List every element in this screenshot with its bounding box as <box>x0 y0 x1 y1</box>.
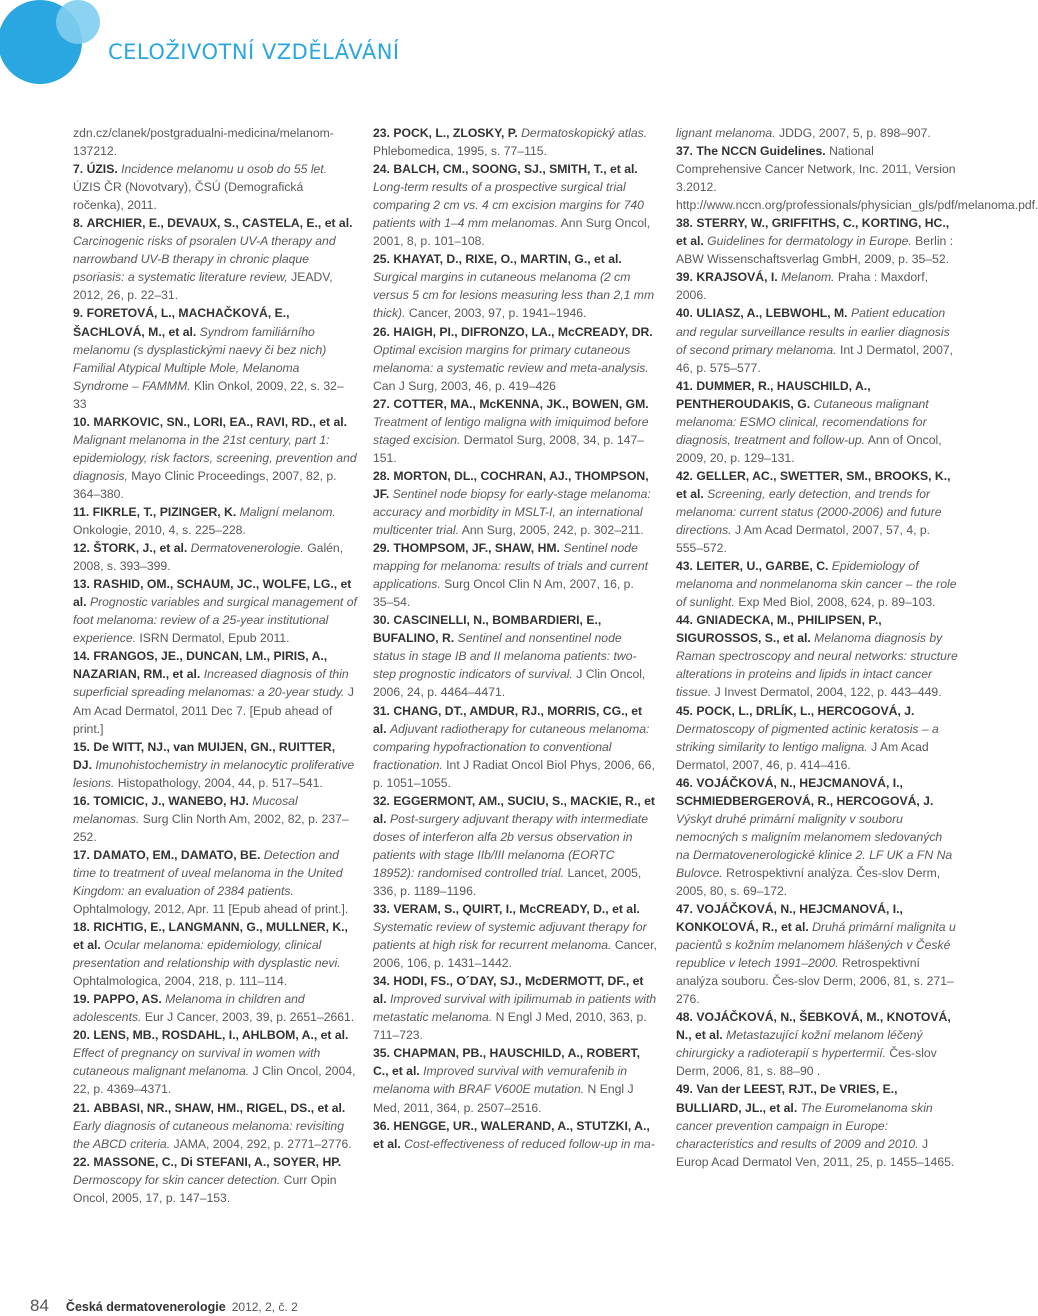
reference-number: 14. <box>73 649 90 664</box>
reference-authors: VERAM, S., QUIRT, I., McCREADY, D., et al. <box>393 902 640 917</box>
reference-number: 16. <box>73 793 90 808</box>
reference-number: 18. <box>73 920 90 935</box>
reference-item <box>73 918 357 990</box>
reference-authors: KHAYAT, D., RIXE, O., MARTIN, G., et al. <box>393 252 622 267</box>
reference-number: 36. <box>373 1118 390 1133</box>
reference-item <box>373 467 657 539</box>
reference-authors: De WITT, NJ., van MUIJEN, GN., RUITTER, DJ. <box>73 739 336 772</box>
reference-source: Ann Surg, 2005, 242, p. 302–211. <box>461 523 644 538</box>
reference-title: Prognostic variables and surgical management of foot melanoma: review of a 25-year institutional experience. <box>73 595 357 646</box>
reference-title: Melanoma diagnosis by Raman spectroscopy and neural networks: structure alterations in proteins and lipids in intact cancer tissue. <box>676 631 958 700</box>
reference-title: Surgical margins in cutaneous melanoma (2 cm versus 5 cm for lesions measuring less than 2,1 mm thick). <box>373 270 655 321</box>
reference-item <box>676 1080 958 1170</box>
reference-item <box>676 142 1038 214</box>
reference-authors: ARCHIER, E., DEVAUX, S., CASTELA, E., et al. <box>86 216 353 231</box>
reference-authors: HENGGE, UR., WALERAND, A., STUTZKI, A., et al. <box>373 1118 650 1151</box>
reference-number: 28. <box>373 468 390 483</box>
reference-source: Eur J Cancer, 2003, 39, p. 2651–2661. <box>144 1010 355 1025</box>
reference-number: 8. <box>73 216 84 231</box>
reference-item <box>73 1026 357 1098</box>
reference-authors: VOJÁČKOVÁ, N., HEJCMANOVÁ, I., SCHMIEDBERGEROVÁ, R., HERCOGOVÁ, J. <box>676 775 934 808</box>
reference-authors: FIKRLE, T., PIZINGER, K. <box>92 504 237 519</box>
reference-number: 23. <box>373 126 390 140</box>
reference-item <box>373 395 657 467</box>
reference-title: Screening, early detection, and trends for melanoma: current status (2000-2006) and future directions. <box>676 486 942 538</box>
reference-authors: HAIGH, PI., DIFRONZO, LA., McCREADY, DR. <box>393 324 653 339</box>
reference-number: 11. <box>73 504 90 519</box>
reference-number: 12. <box>73 541 90 556</box>
reference-source: Curr Opin Oncol, 2005, 17, p. 147–153. <box>73 1172 337 1205</box>
reference-number: 39. <box>676 270 693 285</box>
reference-source: J Am Acad Dermatol, 2007, 46, p. 414–416. <box>676 739 929 772</box>
reference-item <box>73 738 357 792</box>
reference-title: Improved survival with ipilimumab in patients with metastatic melanoma. <box>373 992 657 1025</box>
reference-item <box>676 702 958 774</box>
reference-title: Cost-effectiveness of reduced follow-up in ma- <box>404 1136 655 1151</box>
reference-authors: ABBASI, NR., SHAW, HM., RIGEL, DS., et al. <box>93 1100 346 1115</box>
reference-source: Histopathology, 2004, 44, p. 517–541. <box>117 775 323 790</box>
reference-authors: GNIADECKA, M., PHILIPSEN, P., SIGUROSSOS, S., et al. <box>676 613 882 646</box>
reference-number: 25. <box>373 252 390 267</box>
reference-number: 30. <box>373 613 390 628</box>
reference-title: Optimal excision margins for primary cutaneous melanoma: a systematic review and meta-analysis. <box>373 342 649 375</box>
reference-source: Surg Oncol Clin N Am, 2007, 16, p. 35–54. <box>373 577 634 610</box>
reference-title: Systematic review of systemic adjuvant therapy for patients at high risk for recurrent melanoma. <box>373 920 647 953</box>
reference-source: Klin Onkol, 2009, 22, s. 32– 33 <box>73 378 344 411</box>
reference-title: Metastazující kožní melanom léčený chirurgicky a radioterapií s hypertermií. <box>676 1028 923 1061</box>
reference-number: 22. <box>73 1154 90 1169</box>
reference-item <box>73 846 357 918</box>
reference-source: Cancer, 2003, 97, p. 1941–1946. <box>408 306 587 321</box>
reference-authors: COTTER, MA., McKENNA, JK., BOWEN, GM. <box>393 396 649 411</box>
reference-item <box>373 792 657 900</box>
reference-item <box>676 1008 958 1080</box>
reference-item <box>73 124 357 160</box>
reference-number: 32. <box>373 793 390 808</box>
reference-number: 13. <box>73 577 90 592</box>
reference-item <box>676 214 958 268</box>
reference-authors: FRANGOS, JE., DUNCAN, LM., PIRIS, A., NAZARIAN, RM., et al. <box>73 649 328 682</box>
reference-number: 38. <box>676 216 693 231</box>
reference-number: 15. <box>73 739 90 754</box>
reference-source: J Invest Dermatol, 2004, 122, p. 443–449. <box>714 685 942 700</box>
reference-source: Berlin : ABW Wissenschaftsverlag GmbH, 2009, p. 35–52. <box>676 234 954 267</box>
reference-authors: VOJÁČKOVÁ, N., HEJCMANOVÁ, I., KONKOĽOVÁ, R., et al. <box>676 902 903 935</box>
reference-item <box>73 1099 357 1153</box>
reference-column-1 <box>73 124 357 1207</box>
reference-authors: MARKOVIC, SN., LORI, EA., RAVI, RD., et al. <box>93 414 348 429</box>
reference-title: Melanoma in children and adolescents. <box>73 992 305 1025</box>
reference-number: 19. <box>73 992 90 1007</box>
reference-item <box>73 792 357 846</box>
reference-source: Dermatol Surg, 2008, 34, p. 147–151. <box>373 432 645 465</box>
reference-source: Surg Clin North Am, 2002, 82, p. 237–252. <box>73 811 349 844</box>
reference-item <box>73 647 357 737</box>
reference-source: J Europ Acad Dermatol Ven, 2011, 25, p. 1455–1465. <box>676 1136 955 1169</box>
section-logo <box>0 0 110 100</box>
reference-authors: EGGERMONT, AM., SUCIU, S., MACKIE, R., et al. <box>373 793 655 826</box>
reference-number: 35. <box>373 1046 390 1061</box>
reference-number: 24. <box>373 162 390 177</box>
reference-source: Praha : Maxdorf, 2006. <box>676 270 929 303</box>
page-number: 84 <box>30 1296 49 1315</box>
reference-title: Patient education and regular surveillance results in earlier diagnosis of second primary melanoma. <box>676 306 950 357</box>
reference-authors: THOMPSOM, JF., SHAW, HM. <box>393 541 560 556</box>
reference-title: Carcinogenic risks of psoralen UV-A therapy and narrowband UV-B therapy in chronic plaque psoriasis: a systematic literature review, <box>73 234 336 285</box>
reference-authors: LEITER, U., GARBE, C. <box>696 559 829 574</box>
reference-title: Maligní melanom. <box>239 504 336 519</box>
reference-item <box>373 611 657 701</box>
reference-source: Phlebomedica, 1995, s. 77–115. <box>373 144 547 159</box>
reference-title: Ocular melanoma: epidemiology, clinical presentation and relationship with dysplastic nevi. <box>73 938 341 971</box>
reference-authors: VOJÁČKOVÁ, N., ŠEBKOVÁ, M., KNOTOVÁ, N., et al. <box>676 1010 951 1043</box>
reference-source: Onkologie, 2010, 4, s. 225–228. <box>73 523 246 538</box>
reference-authors: HODI, FS., O´DAY, SJ., McDERMOTT, DF., et al. <box>373 974 644 1007</box>
reference-title: Early diagnosis of cutaneous melanoma: revisiting the ABCD criteria. <box>73 1118 344 1151</box>
reference-item <box>373 702 657 792</box>
reference-item <box>373 972 657 1044</box>
reference-authors: POCK, L., ZLOSKY, P. <box>393 126 518 140</box>
reference-authors: MASSONE, C., Di STEFANI, A., SOYER, HP. <box>93 1154 342 1169</box>
logo-circle-small <box>56 0 100 44</box>
reference-title: Guidelines for dermatology in Europe. <box>707 234 912 249</box>
reference-authors: ÚZIS. <box>86 162 118 177</box>
reference-number: 45. <box>676 703 693 718</box>
reference-item <box>73 214 357 304</box>
reference-item <box>676 268 958 304</box>
reference-item <box>676 611 958 701</box>
reference-source: Can J Surg, 2003, 46, p. 419–426 <box>373 378 556 393</box>
reference-source: Retrospektivní analýza souboru. Čes-slov Derm, 2006, 81, s. 271–276. <box>676 956 954 1007</box>
reference-authors: CASCINELLI, N., BOMBARDIERI, E., BUFALINO, R. <box>373 613 602 646</box>
reference-title: Sentinel node biopsy for early-stage melanoma: accuracy and morbidity in MSLT-I, an international multicenter trial. <box>373 486 651 538</box>
reference-title: Effect of pregnancy on survival in women with cutaneous malignant melanoma. <box>73 1046 321 1079</box>
reference-source: Galén, 2008, s. 393–399. <box>73 541 344 574</box>
reference-title: Sentinel node mapping for melanoma: results of trials and current applications. <box>373 541 649 592</box>
reference-item <box>373 539 657 611</box>
reference-authors: RASHID, OM., SCHAUM, JC., WOLFE, LG., et al. <box>73 577 352 610</box>
reference-number: 20. <box>73 1028 90 1043</box>
reference-title: Incidence melanomu u osob do 55 let. <box>121 162 328 177</box>
reference-item <box>676 900 958 1008</box>
reference-source: J Am Acad Dermatol, 2007, 57, 4, p. 555–572. <box>676 523 931 556</box>
reference-authors: RICHTIG, E., LANGMANN, G., MULLNER, K., et al. <box>73 920 348 953</box>
reference-authors: ŠTORK, J., et al. <box>93 541 188 556</box>
reference-item <box>373 124 657 160</box>
reference-source: Int J Radiat Oncol Biol Phys, 2006, 66, p. 1051–1055. <box>373 757 655 790</box>
reference-column-3 <box>676 124 1038 1171</box>
reference-title: Dermatovenerologie. <box>190 541 304 556</box>
reference-number: 9. <box>73 306 84 321</box>
reference-title: The Euromelanoma skin cancer prevention campaign in Europe: characteristics and results of 2009 and 2010. <box>676 1100 933 1151</box>
reference-item <box>676 557 958 611</box>
reference-title: Post-surgery adjuvant therapy with intermediate doses of interferon alfa 2b versus observation in patients with stage IIb/III melanoma (EORTC 18952): randomised controlled trial. <box>373 811 649 880</box>
reference-title: Dermatoskopický atlas. <box>521 126 648 140</box>
reference-title: lignant melanoma. <box>676 126 776 140</box>
reference-item <box>373 250 657 322</box>
reference-continuation: zdn.cz/clanek/postgradualni-medicina/melanom-137212. <box>73 126 334 159</box>
reference-authors: GELLER, AC., SWETTER, SM., BROOKS, K., et al. <box>676 468 951 501</box>
reference-title: Syndrom familiárního melanomu (s dysplastickými naevy či bez nich) Familial Atypical Multiple Mole, Melanoma Syndrome – FAMMM. <box>73 324 327 393</box>
reference-item <box>373 160 657 250</box>
reference-item <box>73 539 357 575</box>
reference-source: Cancer, 2006, 106, p. 1431–1442. <box>373 938 657 971</box>
reference-number: 48. <box>676 1010 693 1025</box>
reference-number: 40. <box>676 306 693 321</box>
reference-authors: PAPPO, AS. <box>93 992 162 1007</box>
reference-source: National Comprehensive Cancer Network, Inc. 2011, Version 3.2012. http://www.nccn.org/professionals/physician_gls/pdf/melanoma.pdf. <box>676 144 1038 213</box>
reference-item <box>73 503 357 539</box>
reference-source: ÚZIS ČR (Novotvary), ČSÚ (Demografická ročenka), 2011. <box>73 180 304 213</box>
reference-authors: DAMATO, EM., DAMATO, BE. <box>93 847 261 862</box>
journal-issue: 2012, 2, č. 2 <box>231 1300 298 1314</box>
reference-source: J Clin Oncol, 2006, 24, p. 4464–4471. <box>373 667 646 700</box>
reference-number: 37. <box>676 144 693 159</box>
reference-authors: CHAPMAN, PB., HAUSCHILD, A., ROBERT, C., et al. <box>373 1046 641 1079</box>
reference-number: 21. <box>73 1100 90 1115</box>
reference-authors: FORETOVÁ, L., MACHAČKOVÁ, E., ŠACHLOVÁ, M., et al. <box>73 306 290 339</box>
reference-title: Malignant melanoma in the 21st century, part 1: epidemiology, risk factors, screening, prevention and diagnosis, <box>73 432 357 483</box>
reference-item <box>73 575 357 647</box>
reference-authors: KRAJSOVÁ, I. <box>696 270 778 285</box>
reference-item <box>373 1044 657 1116</box>
reference-number: 34. <box>373 974 390 989</box>
reference-number: 49. <box>676 1082 693 1097</box>
reference-authors: BALCH, CM., SOONG, SJ., SMITH, T., et al. <box>393 162 638 177</box>
reference-source: Ophtalmologica, 2004, 218, p. 111–114. <box>73 974 288 989</box>
reference-number: 26. <box>373 324 390 339</box>
reference-number: 43. <box>676 559 693 574</box>
reference-number: 31. <box>373 703 390 718</box>
reference-item <box>73 413 357 503</box>
reference-item <box>373 900 657 972</box>
reference-item <box>676 377 958 467</box>
reference-number: 7. <box>73 162 84 177</box>
reference-source: Ann Surg Oncol, 2001, 8, p. 101–108. <box>373 216 651 249</box>
reference-number: 10. <box>73 414 90 429</box>
reference-title: Imunohistochemistry in melanocytic proliferative lesions. <box>73 757 355 790</box>
reference-item <box>676 774 958 900</box>
reference-number: 29. <box>373 541 390 556</box>
reference-number: 44. <box>676 613 693 628</box>
reference-item <box>73 304 357 412</box>
reference-source: N Engl J Med, 2010, 363, p. 711–723. <box>373 1010 647 1043</box>
reference-source: Mayo Clinic Proceedings, 2007, 82, p. 364–380. <box>73 468 337 501</box>
reference-authors: POCK, L., DRLÍK, L., HERCOGOVÁ, J. <box>696 703 915 718</box>
reference-item <box>73 1153 357 1207</box>
reference-item <box>373 1117 657 1153</box>
reference-source: Int J Dermatol, 2007, 46, p. 575–577. <box>676 342 954 375</box>
reference-authors: MORTON, DL., COCHRAN, AJ., THOMPSON, JF. <box>373 468 649 501</box>
reference-title: Increased diagnosis of thin superficial spreading melanomas: a 20-year study. <box>73 667 349 700</box>
reference-continuation: JDDG, 2007, 5, p. 898–907. <box>778 126 931 140</box>
reference-source: Exp Med Biol, 2008, 624, p. 89–103. <box>738 595 936 610</box>
reference-number: 17. <box>73 847 90 862</box>
reference-source: Ann of Oncol, 2009, 20, p. 129–131. <box>676 432 942 465</box>
reference-source: Čes-slov Derm, 2006, 81, s. 88–90 . <box>676 1046 937 1079</box>
reference-item <box>676 124 958 142</box>
journal-name: Česká dermatovenerologie <box>65 1300 226 1314</box>
reference-number: 41. <box>676 378 693 393</box>
reference-authors: CHANG, DT., AMDUR, RJ., MORRIS, CG., et al. <box>373 703 643 736</box>
reference-item <box>373 323 657 395</box>
reference-title: Adjuvant radiotherapy for cutaneous melanoma: comparing hypofractionation to conventional fractionation. <box>373 721 650 772</box>
reference-authors: STERRY, W., GRIFFITHS, C., KORTING, HC., et al. <box>676 216 950 249</box>
reference-number: 47. <box>676 902 693 917</box>
reference-item <box>73 990 357 1026</box>
reference-source: Lancet, 2005, 336, p. 1189–1196. <box>373 865 642 898</box>
reference-title: Cutaneous malignant melanoma: ESMO clinical, recomendations for diagnosis, treatment and follow-up. <box>676 396 929 447</box>
reference-authors: DUMMER, R., HAUSCHILD, A., PENTHEROUDAKIS, G. <box>676 378 871 411</box>
reference-number: 33. <box>373 902 390 917</box>
reference-source: JEADV, 2012, 26, p. 22–31. <box>73 270 333 303</box>
reference-source: JAMA, 2004, 292, p. 2771–2776. <box>173 1136 352 1151</box>
reference-column-2 <box>373 124 657 1153</box>
reference-title: Epidemiology of melanoma and nonmelanoma skin cancer – the role of sunlight. <box>676 559 957 610</box>
reference-number: 42. <box>676 468 693 483</box>
reference-authors: The NCCN Guidelines. <box>696 144 826 159</box>
page-footer <box>30 1296 298 1316</box>
reference-title: Výskyt druhé primární malignity v souboru nemocných s maligním melanomem sledovaných na Dermatovenerologické klinice 2. LF UK a FN Na Bulovce. <box>676 811 953 880</box>
reference-item <box>676 467 958 557</box>
reference-authors: LENS, MB., ROSDAHL, I., AHLBOM, A., et al. <box>93 1028 349 1043</box>
reference-title: Mucosal melanomas. <box>73 793 298 826</box>
reference-title: Druhá primární malignita u pacientů s kožním melanomem hlášených v České republice v letech 1991–2000. <box>676 920 956 971</box>
reference-source: N Engl J Med, 2011, 364, p. 2507–2516. <box>373 1082 634 1115</box>
reference-source: J Clin Oncol, 2004, 22, p. 4369–4371. <box>73 1064 356 1097</box>
reference-source: ISRN Dermatol, Epub 2011. <box>139 631 290 646</box>
reference-number: 46. <box>676 775 693 790</box>
reference-title: Treatment of lentigo maligna with imiquimod before staged excision. <box>373 414 649 447</box>
reference-source: Retrospektivní analýza. Čes-slov Derm, 2005, 80, s. 69–172. <box>676 865 941 898</box>
reference-item <box>73 160 357 214</box>
reference-title: Dermatoscopy of pigmented actinic keratosis – a striking similarity to lentigo maligna. <box>676 721 939 754</box>
reference-authors: Van der LEEST, RJT., De VRIES, E., BULLIARD, JL., et al. <box>676 1082 898 1115</box>
reference-title: Sentinel and nonsentinel node status in stage IB and II melanoma patients: two-step prognostic indicators of survival. <box>373 631 637 682</box>
reference-authors: ULIASZ, A., LEBWOHL, M. <box>696 306 848 321</box>
reference-source: J Am Acad Dermatol, 2011 Dec 7. [Epub ahead of print.] <box>73 685 354 736</box>
reference-authors: TOMICIC, J., WANEBO, HJ. <box>93 793 249 808</box>
reference-source: Ophtalmology, 2012, Apr. 11 [Epub ahead of print.]. <box>73 902 349 917</box>
reference-number: 27. <box>373 396 390 411</box>
reference-title: Detection and time to treatment of uveal melanoma in the United Kingdom: an evaluation of 2384 patients. <box>73 847 343 898</box>
section-title: CELOŽIVOTNÍ VZDĚLÁVÁNÍ <box>108 40 400 64</box>
reference-title: Long-term results of a prospective surgical trial comparing 2 cm vs. 4 cm excision margins for 740 patients with 1–4 mm melanomas. <box>373 180 644 231</box>
reference-title: Improved survival with vemurafenib in melanoma with BRAF V600E mutation. <box>373 1064 628 1097</box>
reference-title: Dermoscopy for skin cancer detection. <box>73 1172 281 1187</box>
reference-item <box>676 304 958 376</box>
reference-title: Melanom. <box>781 270 835 285</box>
